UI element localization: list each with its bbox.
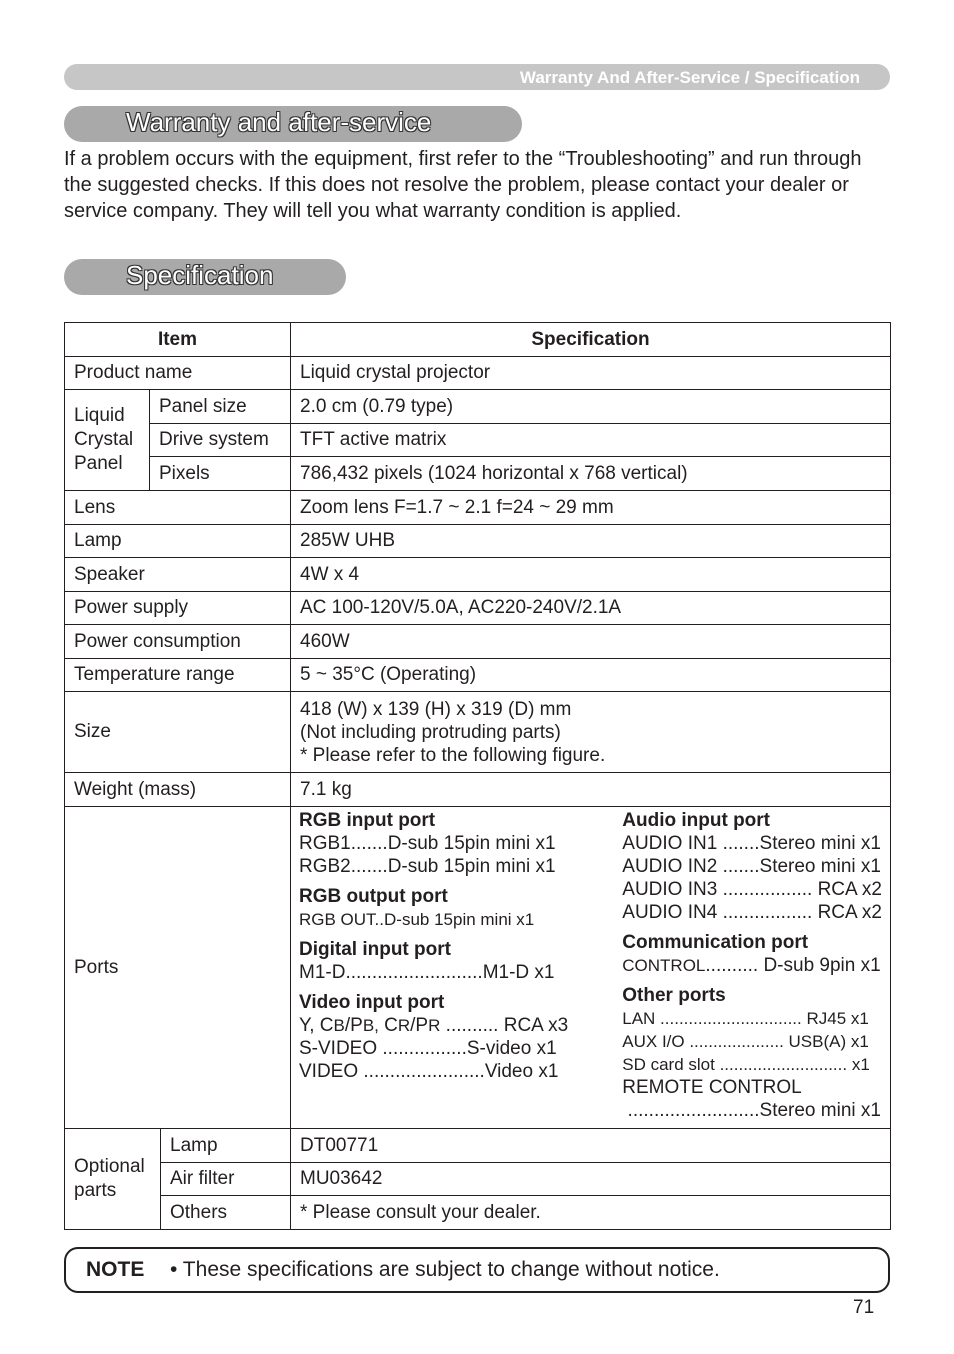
port-group-title: Other ports: [622, 985, 726, 1006]
row-value: 786,432 pixels (1024 horizontal x 768 vertical): [291, 457, 891, 491]
row-value: 2.0 cm (0.79 type): [291, 390, 891, 424]
specification-section-header: [64, 259, 346, 295]
row-label: Weight (mass): [65, 773, 291, 807]
header-item: Item: [65, 323, 291, 357]
row-label: Size: [65, 692, 291, 773]
specification-section-title: Specification: [126, 260, 274, 290]
row-value: TFT active matrix: [291, 424, 891, 457]
lcd-group-label: Liquid Crystal Panel: [65, 390, 150, 491]
warranty-body-text: If a problem occurs with the equipment, first refer to the “Troubleshooting” and run through the suggested checks. If this does not resolve the problem, please contact your dealer or service company. They will tell you what warranty condition is applied.: [64, 148, 862, 222]
port-group-title: Video input port: [299, 992, 445, 1013]
ports-right-column: Audio input port AUDIO IN1 .......Stereo mini x1 AUDIO IN2 .......Stereo mini x1 AUDIO IN3 ................. RCA x2 AUDIO IN4 ................. RCA x2 Communication port CONTROL.......... D-sub 9pin x1 Other ports LAN .............................. RJ45 x1 AUX I/O .................... USB(A) x1 SD card slot ........................... x1 REMOTE CONTROL .........................Stereo mini x1: [622, 810, 882, 1121]
row-value: 285W UHB: [291, 525, 891, 558]
row-value: Liquid crystal projector: [291, 357, 891, 390]
warranty-section-title: Warranty and after-service: [126, 107, 432, 137]
ports-label: Ports: [65, 807, 291, 1129]
port-group-title: RGB output port: [299, 886, 448, 907]
ports-left-column: RGB input port RGB1.......D-sub 15pin mini x1 RGB2.......D-sub 15pin mini x1 RGB output port RGB OUT..D-sub 15pin mini x1 Digital input port M1-D..........................M1-D x1 Video input port Y, CB/PB, CR/PR .......... RCA x3 S-VIDEO ................S-video x1 VIDEO .......................Video x1: [299, 810, 569, 1082]
ports-row: [65, 807, 891, 1129]
optional-group-label: Optional parts: [65, 1129, 161, 1230]
port-group-title: RGB input port: [299, 810, 436, 831]
row-label: Power consumption: [65, 625, 291, 659]
warranty-section-header: [64, 106, 522, 142]
table-row: [65, 625, 891, 659]
table-row: [65, 659, 891, 692]
port-group-title: Audio input port: [622, 810, 770, 831]
port-group-title: Communication port: [622, 932, 809, 953]
row-label: Product name: [65, 357, 291, 390]
port-group-title: Digital input port: [299, 939, 451, 960]
component-video-line: Y, CB/PB, CR/PR .......... RCA x3: [299, 1015, 569, 1036]
row-value: 5 ~ 35°C (Operating): [291, 659, 891, 692]
running-header-title: Warranty And After-Service / Specification: [519, 68, 860, 87]
row-value: Zoom lens F=1.7 ~ 2.1 f=24 ~ 29 mm: [291, 491, 891, 525]
row-label: Lens: [65, 491, 291, 525]
table-header-row: [65, 323, 891, 357]
note-box: [64, 1247, 890, 1293]
table-row: [65, 525, 891, 558]
note-label: NOTE: [86, 1258, 145, 1281]
row-value: MU03642: [291, 1163, 891, 1196]
table-row: [65, 424, 891, 457]
table-row: [65, 457, 891, 491]
row-value: 4W x 4: [291, 558, 891, 592]
row-label: Others: [161, 1196, 291, 1230]
row-label: Air filter: [161, 1163, 291, 1196]
specification-table: [64, 322, 891, 1230]
row-label: Drive system: [150, 424, 291, 457]
row-value: DT00771: [291, 1129, 891, 1163]
row-label: Panel size: [150, 390, 291, 424]
row-label: Lamp: [65, 525, 291, 558]
table-row: [65, 357, 891, 390]
table-row: [65, 1163, 891, 1196]
table-row: [65, 592, 891, 625]
row-label: Power supply: [65, 592, 291, 625]
page-number: 71: [853, 1297, 875, 1318]
row-value: 460W: [291, 625, 891, 659]
table-row: [65, 692, 891, 773]
row-label: Speaker: [65, 558, 291, 592]
table-row: [65, 1196, 891, 1230]
ports-value: [291, 807, 891, 1129]
table-row: [65, 491, 891, 525]
header-specification: Specification: [291, 323, 891, 357]
table-row: [65, 390, 891, 424]
running-header: [64, 64, 890, 90]
row-value: * Please consult your dealer.: [291, 1196, 891, 1230]
table-row: [65, 773, 891, 807]
row-label: Temperature range: [65, 659, 291, 692]
table-row: [65, 558, 891, 592]
row-value: AC 100-120V/5.0A, AC220-240V/2.1A: [291, 592, 891, 625]
size-value: 418 (W) x 139 (H) x 319 (D) mm (Not including protruding parts) * Please refer to the following figure.: [291, 692, 891, 773]
row-value: 7.1 kg: [291, 773, 891, 807]
row-label: Lamp: [161, 1129, 291, 1163]
row-label: Pixels: [150, 457, 291, 491]
note-text: • These specifications are subject to change without notice.: [170, 1258, 720, 1281]
table-row: [65, 1129, 891, 1163]
